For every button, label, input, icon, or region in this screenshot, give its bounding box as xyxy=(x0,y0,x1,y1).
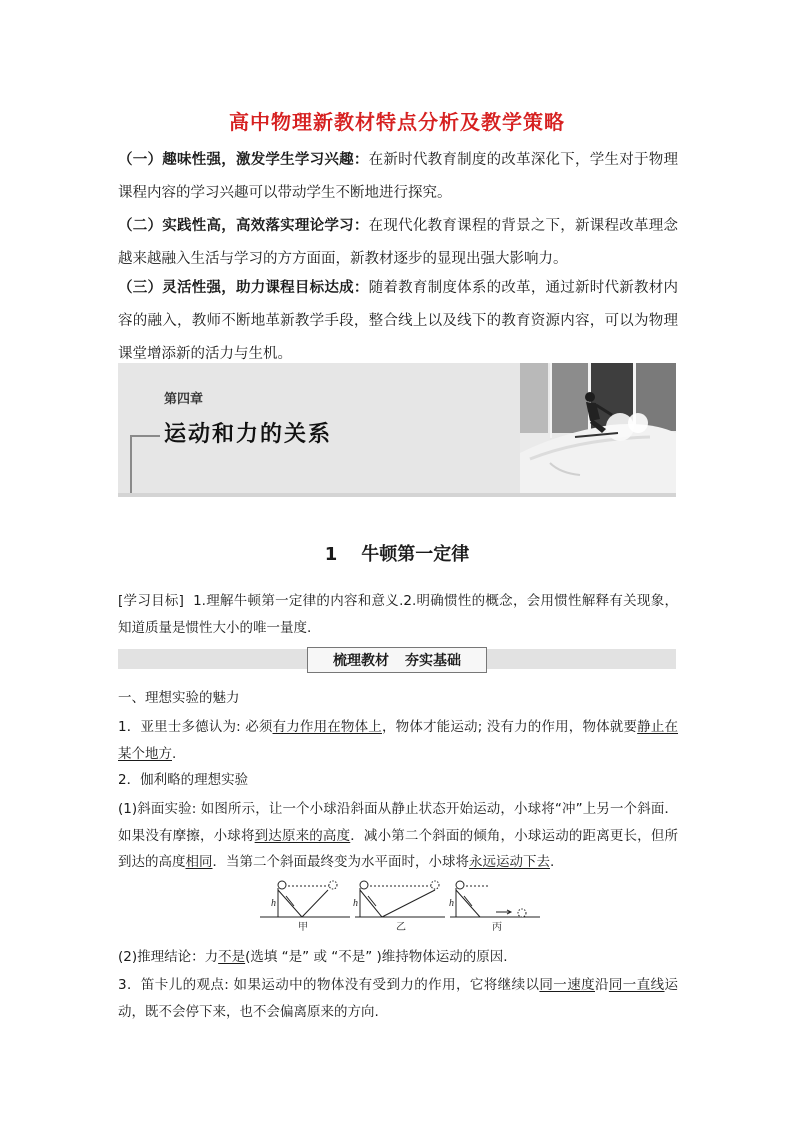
item-1 xyxy=(118,714,678,767)
feature-heading: （一）趣味性强，激发学生学习兴趣： xyxy=(118,152,369,168)
item-2-1-prefix: (1)斜面实验: 如图所示，让一个小球沿斜面从静止状态开始运动，小球将“冲”上另一个斜面．如果没有摩擦，小球将 xyxy=(118,801,678,844)
banner-shadow xyxy=(118,493,676,497)
learning-objectives xyxy=(118,588,678,641)
feature-paragraph-2 xyxy=(118,210,678,276)
answer-same-speed: 同一速度 xyxy=(539,977,595,993)
item-3 xyxy=(118,972,678,1025)
item-2-1-mid2: ．当第二个斜面最终变为水平面时，小球将 xyxy=(212,854,469,870)
lesson-title xyxy=(0,540,794,566)
answer-same: 相同 xyxy=(185,854,213,870)
document-title: 高中物理新教材特点分析及教学策略 xyxy=(229,110,565,134)
feature-paragraph-3 xyxy=(118,272,678,371)
item-1-mid: ，物体才能运动; 没有力的作用，物体就要 xyxy=(381,719,638,735)
item-3-prefix: 3．笛卡儿的观点: 如果运动中的物体没有受到力的作用，它将继续以 xyxy=(118,977,540,993)
feature-paragraph-1 xyxy=(118,144,678,210)
skier-photo xyxy=(520,363,676,493)
item-2-heading: 2．伽利略的理想实验 xyxy=(118,772,249,788)
answer-move-forever: 永远运动下去 xyxy=(469,854,550,870)
diagram-panel-2 xyxy=(355,881,445,917)
feature-text: 在现代化教育课程的背景之下，新课程改革理念越来越融入生活与学习的方方面面，新教材逐步的显现出强大影响力。 xyxy=(118,218,679,267)
banner-rule-horizontal xyxy=(130,435,160,437)
height-label: h xyxy=(271,898,276,909)
objectives-text: 1.理解牛顿第一定律的内容和意义.2.明确惯性的概念，会用惯性解释有关现象，知道质量是惯性大小的唯一量度. xyxy=(118,593,678,636)
feature-text: 在新时代教育制度的改革深化下，学生对于物理课程内容的学习兴趣可以带动学生不断地进行探究。 xyxy=(118,152,679,201)
diagram-label-1: 甲 xyxy=(298,922,308,932)
lesson-name: 牛顿第一定律 xyxy=(361,544,470,565)
item-3-mid: 沿 xyxy=(595,977,609,993)
item-1-suffix: . xyxy=(172,745,177,762)
item-2-1-suffix: . xyxy=(550,854,555,870)
section-label-left: 梳理教材 xyxy=(333,653,389,669)
item-1-prefix: 1．亚里士多德认为: 必须 xyxy=(118,719,273,735)
section-header xyxy=(307,647,487,673)
item-2-1-mid1: ．减小第二个斜面的倾角，小球运动的距离更长，但所到达的高度 xyxy=(118,827,679,870)
item-2-2-suffix: (选填 “是” 或 “不是” )维持物体运动的原因. xyxy=(245,949,508,965)
objectives-label: [学习目标] xyxy=(118,593,184,609)
answer-same-line: 同一直线 xyxy=(608,977,665,993)
feature-heading: （二）实践性高，高效落实理论学习： xyxy=(118,218,369,234)
answer-is-not: 不是 xyxy=(218,949,246,965)
chapter-banner xyxy=(118,363,676,493)
answer-rest-in-place: 静止在某个地方 xyxy=(118,719,679,762)
chapter-label: 第四章 xyxy=(164,392,204,407)
inclined-plane-diagram xyxy=(260,880,540,932)
item-2-2 xyxy=(118,944,678,971)
lesson-number: 1 xyxy=(324,544,338,565)
part1-heading: 一、理想实验的魅力 xyxy=(118,690,240,706)
chapter-title: 运动和力的关系 xyxy=(164,422,333,447)
diagram-panel-3 xyxy=(450,881,540,917)
feature-text: 随着教育制度体系的改革，通过新时代新教材内容的融入，教师不断地革新教学手段，整合线上以及线下的教育资源内容，可以为物理课堂增添新的活力与生机。 xyxy=(118,280,679,362)
section-label-right: 夯实基础 xyxy=(405,653,461,669)
item-3-suffix: 运动，既不会停下来，也不会偏离原来的方向. xyxy=(118,977,679,1020)
height-label: h xyxy=(449,898,454,909)
item-2-1 xyxy=(118,796,678,876)
banner-rule-vertical xyxy=(130,435,132,493)
answer-original-height: 到达原来的高度 xyxy=(254,827,351,844)
diagram-label-3: 丙 xyxy=(492,922,502,932)
diagram-label-2: 乙 xyxy=(396,922,406,932)
feature-heading: （三）灵活性强，助力课程目标达成： xyxy=(118,280,369,296)
answer-force-acts: 有力作用在物体上 xyxy=(272,719,382,735)
item-2-2-prefix: (2)推理结论：力 xyxy=(118,949,219,965)
height-label: h xyxy=(353,898,358,909)
